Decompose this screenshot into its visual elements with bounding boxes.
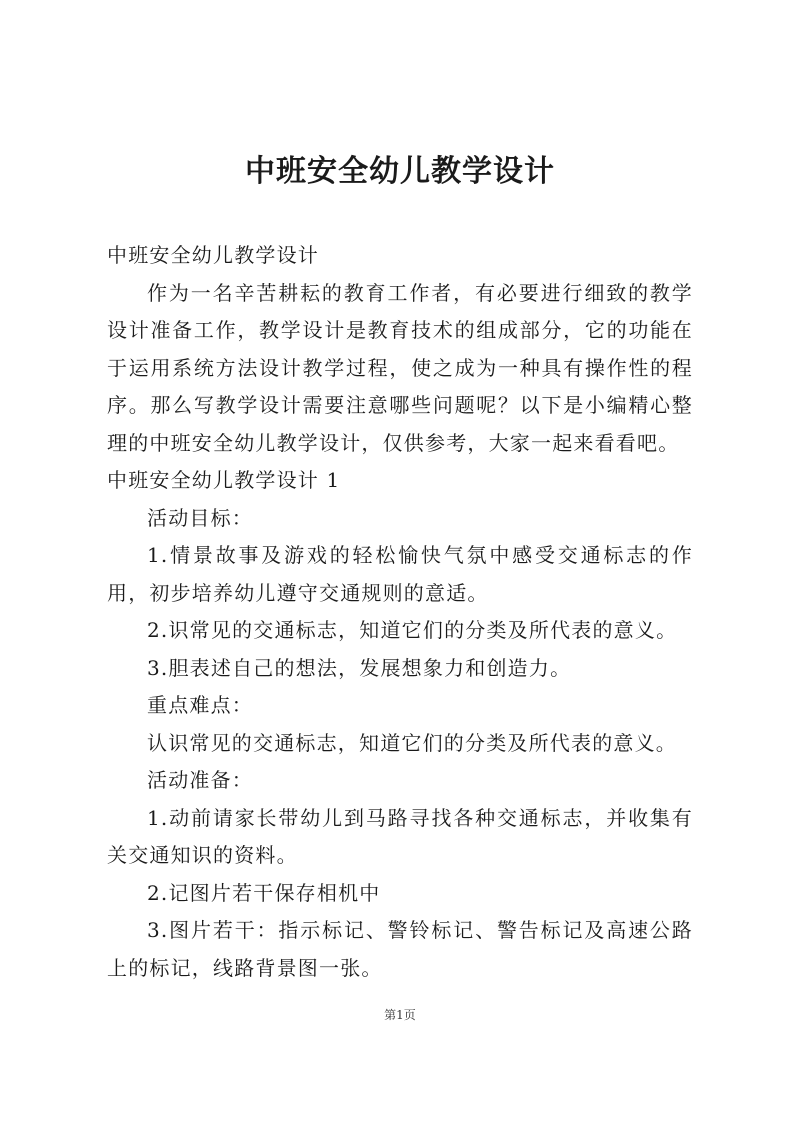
paragraph: 3.图片若干：指示标记、警铃标记、警告标记及高速公路上的标记，线路背景图一张。: [107, 918, 693, 980]
paragraph: 3.胆表述自己的想法，发展想象力和创造力。: [147, 655, 572, 680]
paragraph: 1.情景故事及游戏的轻松愉快气氛中感受交通标志的作用，初步培养幼儿遵守交通规则的意适。: [107, 543, 693, 605]
paragraph: 2.识常见的交通标志，知道它们的分类及所代表的意义。: [147, 618, 678, 642]
page-number: 第1页: [384, 1008, 416, 1022]
paragraph: 1.动前请家长带幼儿到马路寻找各种交通标志，并收集有关交通知识的资料。: [107, 805, 693, 867]
section-heading: 中班安全幼儿教学设计 1: [107, 468, 341, 492]
paragraph: 活动目标：: [147, 505, 253, 530]
document-body: [107, 237, 693, 987]
paragraph: 中班安全幼儿教学设计: [107, 243, 319, 267]
paragraph: 2.记图片若干保存相机中: [147, 880, 381, 905]
paragraph: 作为一名辛苦耕耘的教育工作者，有必要进行细致的教学设计准备工作，教学设计是教育技术的组成部分，它的功能在于运用系统方法设计教学过程，使之成为一种具有操作性的程序。那么写教学设计需要注意哪些问题呢？以下是小编精心整理的中班安全幼儿教学设计，仅供参考，大家一起来看看吧。: [107, 280, 693, 455]
document-title: 中班安全幼儿教学设计: [245, 154, 555, 189]
paragraph: 重点难点：: [147, 693, 253, 717]
paragraph: 活动准备：: [147, 768, 253, 792]
paragraph: 认识常见的交通标志，知道它们的分类及所代表的意义。: [147, 730, 677, 755]
